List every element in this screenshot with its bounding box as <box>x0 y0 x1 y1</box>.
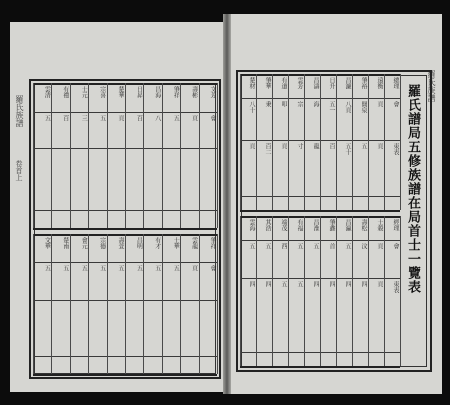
table-cell: 頁 <box>248 143 255 149</box>
table-cell: 楚南 <box>61 237 69 249</box>
table-cell: 有道 <box>280 77 287 89</box>
table-cell: 寸 <box>296 143 303 149</box>
column-divider <box>88 83 89 228</box>
table-cell: 五 <box>153 265 161 271</box>
column-divider <box>143 83 144 228</box>
table-cell: 西 <box>280 243 287 249</box>
column-divider <box>352 74 353 210</box>
table-cell: 肇鑫 <box>328 219 335 231</box>
table-cell: 昌瀛 <box>344 219 351 231</box>
table-cell: 肇裕 <box>360 77 367 89</box>
table-cell: 五 <box>296 243 303 249</box>
table-cell: 頁 <box>376 281 383 287</box>
column-divider <box>400 216 401 366</box>
column-divider <box>368 74 369 210</box>
table-cell: 會 <box>208 265 216 271</box>
column-divider <box>125 234 126 374</box>
table-cell: 頁 <box>280 143 287 149</box>
column-divider <box>384 74 385 210</box>
table-cell: 昌濤 <box>312 77 319 89</box>
table-cell: 有禮 <box>61 86 69 98</box>
table-cell: 五 <box>61 265 69 271</box>
table-cell: 開泉 <box>360 101 367 113</box>
column-divider <box>272 74 273 210</box>
table-cell: 士元 <box>80 86 88 98</box>
table-title: 羅氏譜局五修族譜在局首士一覽表 <box>405 84 420 294</box>
column-divider <box>180 83 181 228</box>
band-border <box>33 374 217 376</box>
column-divider <box>107 234 108 374</box>
table-cell: 百二 <box>264 143 271 155</box>
table-cell: 楚華 <box>116 86 124 98</box>
column-divider <box>320 74 321 210</box>
column-divider <box>51 234 52 374</box>
table-cell: 五 <box>360 143 367 149</box>
table-cell: 日昇 <box>135 86 143 98</box>
table-cell: 日升 <box>328 77 335 89</box>
table-cell: 雲芳 <box>296 77 303 89</box>
table-cell: 首 <box>328 243 335 249</box>
right-margin-title: 羅氏族譜 <box>427 70 436 102</box>
column-divider <box>384 216 385 366</box>
table-cell: 雲清 <box>43 86 51 98</box>
column-divider <box>51 83 52 228</box>
table-cell: 五 <box>98 265 106 271</box>
table-cell: 東表 <box>392 143 399 155</box>
column-divider <box>336 216 337 366</box>
table-cell: 百 <box>135 115 143 121</box>
table-cell: 五 <box>43 265 51 271</box>
table-cell: 五十 <box>344 143 351 155</box>
left-margin-title: 羅氏族譜 <box>15 95 24 127</box>
table-cell: 士穀 <box>376 219 383 231</box>
table-cell: 八十 <box>248 101 255 113</box>
band-border <box>240 366 400 368</box>
table-cell: 四 <box>360 281 367 287</box>
column-divider <box>70 83 71 228</box>
column-divider <box>352 216 353 366</box>
table-cell: 肇華 <box>264 77 271 89</box>
table-cell: 五 <box>172 115 180 121</box>
band-border <box>240 210 400 212</box>
column-divider <box>199 234 200 374</box>
table-cell: 頁 <box>190 115 198 121</box>
table-cell: 五 <box>344 243 351 249</box>
column-divider <box>256 216 257 366</box>
column-divider <box>33 234 34 374</box>
band-border <box>33 228 217 230</box>
table-cell: 五 <box>43 115 51 121</box>
column-divider <box>33 83 34 228</box>
column-divider <box>304 216 305 366</box>
column-divider <box>217 234 218 374</box>
table-cell: 五 <box>248 243 255 249</box>
table-cell: 五 <box>264 243 271 249</box>
table-cell: 士華 <box>172 237 180 249</box>
column-divider <box>162 234 163 374</box>
column-divider <box>368 216 369 366</box>
table-cell: 昌海 <box>153 86 161 98</box>
table-cell: 肇祥 <box>172 86 180 98</box>
table-cell: 有福 <box>296 219 303 231</box>
table-cell: 宗喜 <box>98 86 106 98</box>
table-cell: 海 <box>312 101 319 107</box>
table-cell: 秉 <box>264 101 271 107</box>
table-cell: 雲海 <box>248 219 255 231</box>
column-divider <box>288 216 289 366</box>
table-cell: 龍 <box>312 143 319 149</box>
table-cell: 八 <box>153 115 161 121</box>
table-cell: 頁 <box>116 115 124 121</box>
table-cell: 五 <box>280 281 287 287</box>
column-divider <box>304 74 305 210</box>
table-cell: 百 <box>61 115 69 121</box>
column-divider <box>288 74 289 210</box>
table-cell: 端茂 <box>280 219 287 231</box>
table-cell: 五 <box>116 265 124 271</box>
table-cell: 四 <box>248 281 255 287</box>
column-divider <box>180 234 181 374</box>
table-cell: 文芳 <box>208 86 216 98</box>
table-cell: 五 <box>80 265 88 271</box>
table-cell: 五 <box>312 243 319 249</box>
table-cell: 宗德 <box>98 237 106 249</box>
table-cell: 壽松 <box>360 219 367 231</box>
table-cell: 文華 <box>43 237 51 249</box>
table-cell: 五 <box>98 115 106 121</box>
column-divider <box>217 83 218 228</box>
table-cell: 壽彬 <box>190 86 198 98</box>
column-divider <box>199 83 200 228</box>
table-cell: 四 <box>328 281 335 287</box>
column-divider <box>240 216 241 366</box>
table-cell: 頁 <box>376 143 383 149</box>
table-cell: 八頁 <box>344 101 351 113</box>
table-cell: 雲龍 <box>190 237 198 249</box>
table-cell: 有才 <box>153 237 161 249</box>
table-cell: 宗 <box>296 101 303 107</box>
table-cell: 頁 <box>376 243 383 249</box>
table-cell: 頁 <box>376 101 383 107</box>
book-spine <box>223 14 231 394</box>
column-divider <box>320 216 321 366</box>
table-cell: 東表 <box>392 281 399 293</box>
table-cell: 會 <box>392 101 399 107</box>
column-divider <box>107 83 108 228</box>
column-divider <box>162 83 163 228</box>
left-margin-subtitle: 卷首上 <box>15 160 23 181</box>
table-cell: 三 <box>80 115 88 121</box>
table-cell: 四 <box>312 281 319 287</box>
table-cell: 會 <box>392 243 399 249</box>
table-cell: 百 <box>328 143 335 149</box>
table-cell: 頁 <box>190 265 198 271</box>
column-divider <box>70 234 71 374</box>
column-divider <box>125 83 126 228</box>
table-cell: 昌淮 <box>312 219 319 231</box>
table-cell: 其浩 <box>264 219 271 231</box>
column-divider <box>143 234 144 374</box>
table-cell: 壽萱 <box>116 237 124 249</box>
table-cell: 五 <box>296 281 303 287</box>
table-cell: 昌濂 <box>344 77 351 89</box>
table-cell: 經理 <box>392 219 399 231</box>
table-cell: 四 <box>344 281 351 287</box>
table-cell: 五 <box>172 265 180 271</box>
column-divider <box>88 234 89 374</box>
column-divider <box>272 216 273 366</box>
column-divider <box>336 74 337 210</box>
table-cell: 肇祥 <box>208 237 216 249</box>
table-cell: 會 <box>208 115 216 121</box>
table-cell: 汶 <box>360 243 367 249</box>
table-cell: 遠衡 <box>376 77 383 89</box>
column-divider <box>240 74 241 210</box>
column-divider <box>400 74 401 210</box>
table-cell: 總理 <box>392 77 399 89</box>
table-cell: 昌明 <box>135 237 143 249</box>
column-divider <box>256 74 257 210</box>
table-cell: 五 <box>135 265 143 271</box>
table-cell: 五一 <box>328 101 335 113</box>
table-cell: 叩 <box>280 101 287 107</box>
table-cell: 會元 <box>80 237 88 249</box>
table-cell: 四 <box>264 281 271 287</box>
table-cell: 楚材 <box>248 77 255 89</box>
